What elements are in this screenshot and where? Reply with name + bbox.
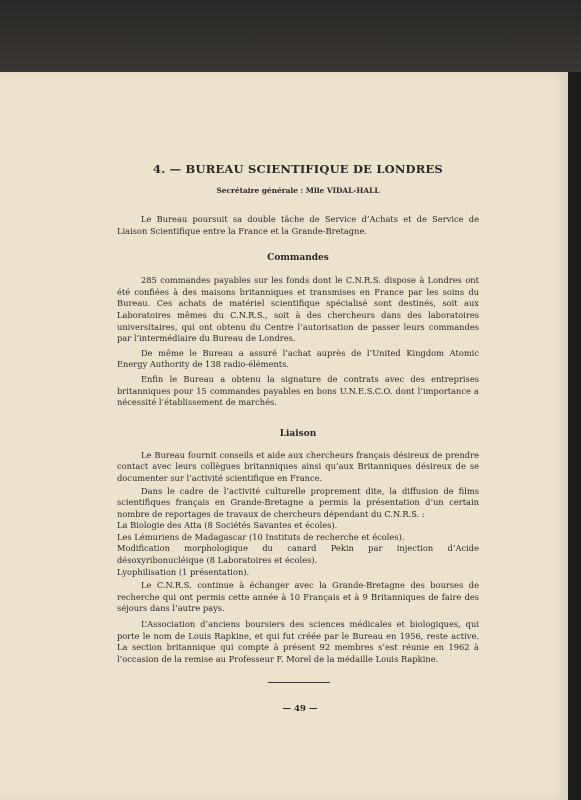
- commandes-paragraph-3: Enfin le Bureau a obtenu la signature de contrats avec des entreprises britanniques pour 15 commandes payables en bons U.N.E.S.C.O. dont l’importance a nécessité l’établissement de marchés.: [117, 373, 479, 408]
- footer-divider: [268, 682, 330, 683]
- document-title: 4. — BUREAU SCIENTIFIQUE DE LONDRES: [153, 162, 443, 176]
- intro-paragraph: Le Bureau poursuit sa double tâche de Service d’Achats et de Service de Liaison Scientifique entre la France et la Grande-Bretagne.: [117, 214, 479, 236]
- section-heading-commandes: Commandes: [267, 253, 329, 264]
- film-list-item: Les Lémuriens de Madagascar (10 Instituts de recherche et écoles).: [117, 531, 405, 542]
- scanner-background-top: [0, 0, 581, 75]
- liaison-paragraph-3: Le C.N.R.S. continue à échanger avec la Grande-Bretagne des bourses de recherche qui ont permis cette année à 10 Français et à 9 Britanniques de faire des séjours dans l’autre pays.: [117, 580, 479, 614]
- film-list-item: Modification morphologique du canard Pekin par injection d’Acide désoxyribonucléique (8 Laboratoires et écoles).: [117, 543, 479, 566]
- scanner-background-right: [568, 72, 581, 800]
- film-list-item: Lyophilisation (1 présentation).: [117, 566, 250, 577]
- liaison-paragraph-2: Dans le cadre de l’activité culturelle proprement dite, la diffusion de films scientifiques français en Grande-Bretagne a permis la présentation d’un certain nombre de reportages de travaux de chercheurs dépendant du C.N.R.S. :: [117, 485, 479, 519]
- liaison-paragraph-4: L’Association d’anciens boursiers des sciences médicales et biologiques, qui porte le nom de Louis Rapkine, et qui fut créée par le Bureau en 1956, reste active. La section britannique qui compte à présent 92 membres s’est réunie en 1962 à l’occasion de la remise au Professeur F. Morel de la médaille Louis Rapkine.: [117, 619, 479, 664]
- document-body: [117, 88, 479, 665]
- page-number: — 49 —: [282, 704, 318, 714]
- document-subtitle: Secrétaire générale : Mlle VIDAL-HALL: [216, 186, 380, 195]
- section-heading-liaison: Liaison: [279, 428, 317, 439]
- commandes-paragraph-1: 285 commandes payables sur les fonds dont le C.N.R.S. dispose à Londres ont été confiées à des maisons britanniques et transmises en France par les soins du Bureau. Ces achats de matériel scientifique spécialisé sont destinés, soit aux Laboratoires mêmes du C.N.R.S., soit à des chercheurs dans des laboratoires universitaires, qui ont obtenu du Centre l’autorisation de passer leurs commandes par l’intermédiaire du Bureau de Londres.: [117, 275, 479, 344]
- commandes-paragraph-2: De même le Bureau a assuré l’achat auprès de l’United Kingdom Atomic Energy Authority de 138 radio-éléments.: [117, 347, 479, 370]
- film-list-item: La Biologie des Atta (8 Sociétés Savantes et écoles).: [117, 520, 338, 531]
- liaison-paragraph-1: Le Bureau fournit conseils et aide aux chercheurs français désireux de prendre contact avec leurs collègues britanniques ainsi qu’aux Britanniques désireux de se documenter sur l’activité scientifique en France.: [117, 449, 479, 483]
